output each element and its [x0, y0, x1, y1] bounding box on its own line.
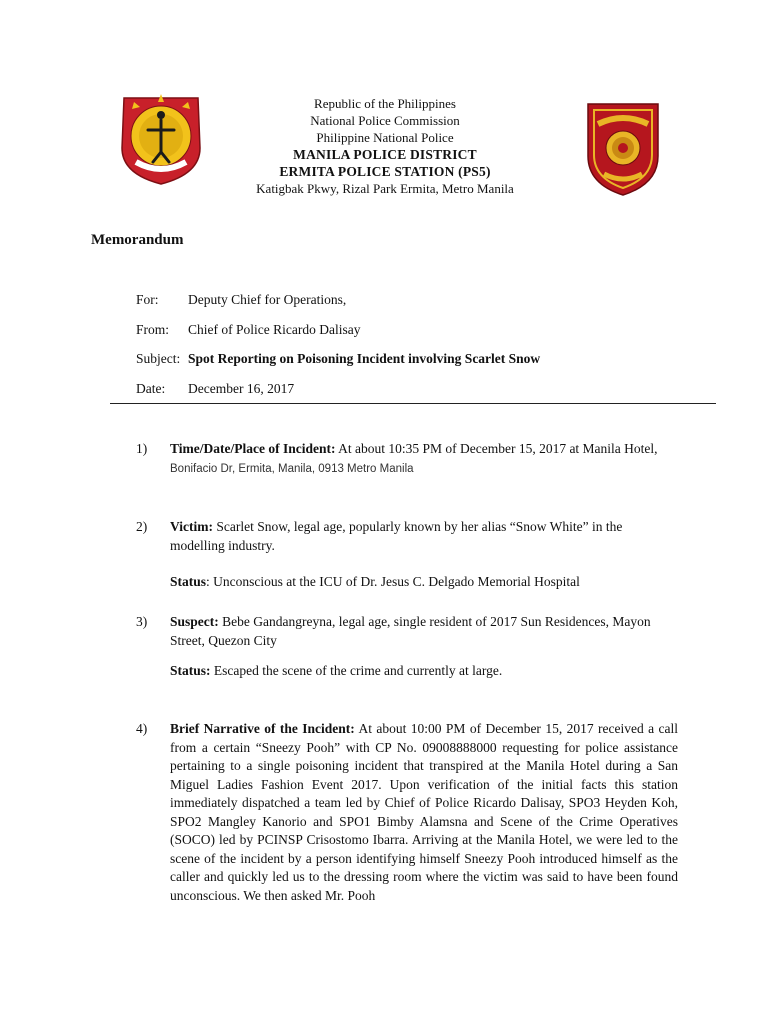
- date-row: [136, 381, 540, 411]
- item-paragraph: [170, 440, 678, 478]
- item-status: [170, 662, 678, 681]
- subject-row: [136, 351, 540, 381]
- item-label: Brief Narrative of the Incident:: [170, 721, 355, 736]
- from-label: From:: [136, 321, 170, 337]
- from-row: [136, 322, 540, 352]
- item-text: At about 10:35 PM of December 15, 2017 at Manila Hotel,: [335, 441, 658, 456]
- memo-title: Memorandum: [91, 232, 184, 248]
- item-number: 3): [136, 614, 148, 629]
- item-paragraph: [170, 613, 678, 650]
- header-divider: [110, 403, 716, 404]
- letterhead-station: ERMITA POLICE STATION (PS5): [279, 164, 491, 179]
- item-label: Victim:: [170, 519, 213, 534]
- status-text: : Unconscious at the ICU of Dr. Jesus C. Delgado Memorial Hospital: [206, 574, 580, 589]
- item-label: Time/Date/Place of Incident:: [170, 441, 336, 456]
- status-text: Escaped the scene of the crime and currently at large.: [210, 663, 503, 678]
- item-text: At about 10:00 PM of December 15, 2017 received a call from a certain “Sneezy Pooh” with CP No. 09008888000 requesting for police assistance pertaining to a single poisoning incident that transpired at the Manila Hotel during a San Miguel Ladies Fashion Event 2017. Upon verification of the initial facts this station immediately dispatched a team led by Chief of Police Ricardo Dalisay, SPO3 Heyden Koh, SPO2 Mangley Kanorio and SPO1 Bimby Alamsna and Scene of the Crime Operatives (SOCO) led by PCINSP Crisostomo Ibarra. Arriving at the Manila Hotel, we were led to the scene of the incident by a person identifying himself Sneezy Pooh introduced himself as the caller and quickly led us to the dressing room where the victim was said to have been found unconscious. We then asked Mr. Pooh: [170, 721, 678, 903]
- manilas-finest-badge-logo: [584, 100, 662, 198]
- from-value: Chief of Police Ricardo Dalisay: [188, 321, 361, 337]
- pnp-seal-logo: [118, 90, 204, 186]
- for-value: Deputy Chief for Operations,: [188, 292, 347, 307]
- item-number: 2): [136, 519, 148, 534]
- subject-label: Subject:: [136, 351, 181, 366]
- letterhead-pnp: Philippine National Police: [316, 130, 454, 145]
- subject-value: Spot Reporting on Poisoning Incident involving Scarlet Snow: [188, 351, 541, 366]
- status-label: Status: [170, 574, 207, 589]
- item-paragraph: [170, 518, 678, 555]
- item-number: 4): [136, 721, 148, 736]
- memo-header-fields: [136, 292, 540, 410]
- item-status: [170, 573, 678, 592]
- letterhead-address: Katigbak Pkwy, Rizal Park Ermita, Metro Manila: [256, 181, 514, 196]
- item-label: Suspect:: [170, 614, 219, 629]
- date-value: December 16, 2017: [188, 380, 295, 396]
- item-address: Bonifacio Dr, Ermita, Manila, 0913 Metro Manila: [170, 462, 414, 475]
- item-paragraph: [170, 720, 678, 905]
- letterhead-district: MANILA POLICE DISTRICT: [293, 147, 477, 162]
- date-label: Date:: [136, 380, 166, 396]
- item-number: 1): [136, 441, 148, 456]
- for-label: For:: [136, 292, 159, 307]
- for-row: [136, 292, 540, 322]
- letterhead-republic: Republic of the Philippines: [314, 96, 456, 111]
- status-label: Status:: [170, 663, 211, 678]
- item-text: Bebe Gandangreyna, legal age, single resident of 2017 Sun Residences, Mayon Street, Quezon City: [170, 614, 651, 648]
- letterhead: [200, 95, 570, 197]
- letterhead-napolcom: National Police Commission: [310, 113, 460, 128]
- item-text: Scarlet Snow, legal age, popularly known by her alias “Snow White” in the modelling industry.: [170, 519, 623, 553]
